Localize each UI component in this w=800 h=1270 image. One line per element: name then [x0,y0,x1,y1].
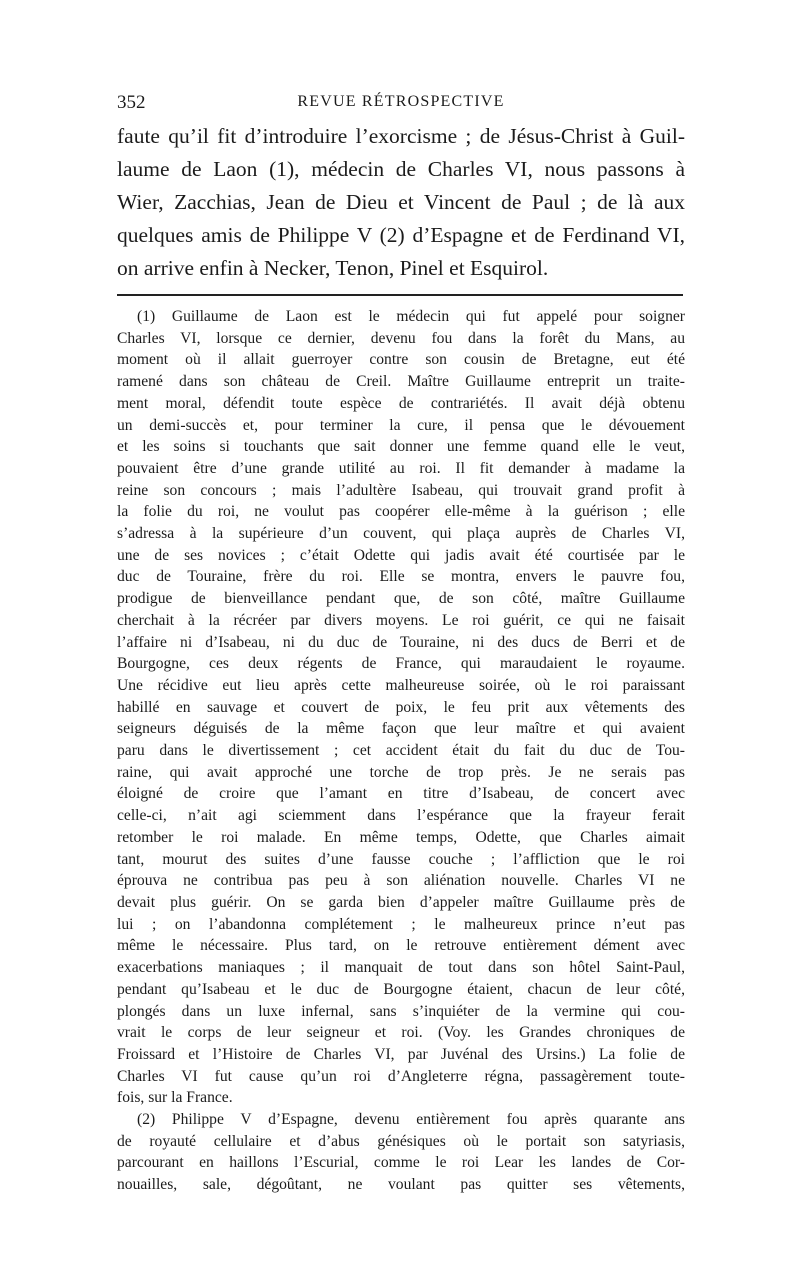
footnote-line: la folie du roi, ne voulut pas coopérer elle-même à la guérison ; elle [117,503,685,521]
footnote-separator [117,294,683,296]
footnote-line: Charles VI, lorsque ce dernier, devenu fou dans la forêt du Mans, au [117,329,685,347]
footnote-line: prodigue de bienveillance pendant que, de son côté, maître Guillaume [117,590,685,608]
footnote-line: raine, qui avait approché une torche de trop près. Je ne serais pas [117,763,685,781]
text-line: on arrive enfin à Necker, Tenon, Pinel et Esquirol. [117,256,549,280]
footnote-line: seigneurs déguisés de la même façon que leur maître et qui avaient [117,720,685,738]
footnote-line: celle-ci, n’ait agi sciemment dans l’espérance que la frayeur ferait [117,807,685,825]
footnote-line: Froissard et l’Histoire de Charles VI, par Juvénal des Ursins.) La folie de [117,1045,685,1063]
footnote-line: s’adressa à la supérieure d’un couvent, qui plaça auprès de Charles VI, [117,525,685,543]
footnote-line: pouvaient être d’une grande utilité au roi. Il fit demander à madame la [117,459,685,477]
footnote-line: Une récidive eut lieu après cette malheureuse soirée, où le roi paraissant [117,676,685,694]
footnote-line: une de ses novices ; c’était Odette qui jadis avait été courtisée par le [117,546,685,564]
footnote-line: tant, mourut des suites d’une fausse couche ; l’affliction que le roi [117,850,685,868]
footnote-line: devait plus guérir. On se garda bien d’appeler maître Guillaume près de [117,893,685,911]
main-text [117,120,685,285]
footnote-2 [117,1109,685,1196]
footnote-line: habillé en sauvage et couvert de poix, le feu prit aux vêtements des [117,698,685,716]
footnote-line: lui ; on l’abandonna complétement ; le malheureux prince n’eut pas [117,915,685,933]
text-line: Wier, Zacchias, Jean de Dieu et Vincent de Paul ; de là aux [117,190,685,214]
text-line: laume de Laon (1), médecin de Charles VI, nous passons à [117,157,685,181]
footnote-line: Bourgogne, ces deux régents de France, qui maraudaient le royaume. [117,655,685,673]
footnote-line: ment moral, défendit toute espèce de contrariétés. Il avait déjà obtenu [117,394,685,412]
footnote-line: nouailles, sale, dégoûtant, ne voulant pas quitter ses vêtements, [117,1176,685,1194]
footnote-line: duc de Touraine, frère du roi. Elle se montra, envers le pauvre fou, [117,568,685,586]
footnote-line: moment où il allait guerroyer contre son cousin de Bretagne, eut été [117,351,685,369]
footnote-1 [117,306,685,1109]
footnote-line: Charles VI fut cause qu’un roi d’Angleterre régna, passagèrement toute- [117,1067,685,1085]
footnote-line: même le nécessaire. Plus tard, on le retrouve entièrement dément avec [117,937,685,955]
footnote-line: plongés dans un luxe infernal, sans s’inquiéter de la vermine qui cou- [117,1002,685,1020]
footnote-line: éloigné de croire que l’amant en titre d’Isabeau, de concert avec [117,785,685,803]
footnote-line: l’affaire ni d’Isabeau, ni du duc de Touraine, ni des ducs de Berri et de [117,633,685,651]
running-title: REVUE RÉTROSPECTIVE [297,93,505,110]
footnote-line: vrait le corps de leur seigneur et roi. (Voy. les Grandes chroniques de [117,1024,685,1042]
page-header [117,92,685,120]
footnote-line: paru dans le divertissement ; cet accident était du fait du duc de Tou- [117,742,685,760]
footnote-line: parcourant en haillons l’Escurial, comme le roi Lear les landes de Cor- [117,1154,685,1172]
footnote-line: éprouva ne contribua pas peu à son aliénation nouvelle. Charles VI ne [117,872,685,890]
footnote-line: exacerbations maniaques ; il manquait de tout dans son hôtel Saint-Paul, [117,959,685,977]
footnote-line: (1) Guillaume de Laon est le médecin qui fut appelé pour soigner [137,308,685,325]
text-line: quelques amis de Philippe V (2) d’Espagne et de Ferdinand VI, [117,223,685,247]
footnote-line: retomber le roi malade. En même temps, Odette, que Charles aimait [117,828,685,846]
footnote-line: un demi-succès et, pour terminer la cure, il pensa que le dévouement [117,416,685,434]
footnote-line: pendant qu’Isabeau et le duc de Bourgogne étaient, chacun de leur côté, [117,980,685,998]
book-page [117,92,685,1196]
footnote-line: reine son concours ; mais l’adultère Isabeau, qui trouvait grand profit à [117,481,685,499]
footnote-line: fois, sur la France. [117,1089,233,1107]
footnote-line: cherchait à la récréer par divers moyens. Le roi guérit, ce qui ne faisait [117,611,685,629]
footnote-line: (2) Philippe V d’Espagne, devenu entièrement fou après quarante ans [137,1111,685,1129]
footnote-line: de royauté cellulaire et d’abus génésiques où le portait son satyriasis, [117,1132,685,1150]
footnote-line: ramené dans son château de Creil. Maître Guillaume entreprit un traite- [117,373,685,391]
text-line: faute qu’il fit d’introduire l’exorcisme ; de Jésus-Christ à Guil- [117,124,685,148]
page-number: 352 [117,92,146,113]
footnote-line: et les soins si touchants que sait donner une femme quand elle le veut, [117,438,685,456]
